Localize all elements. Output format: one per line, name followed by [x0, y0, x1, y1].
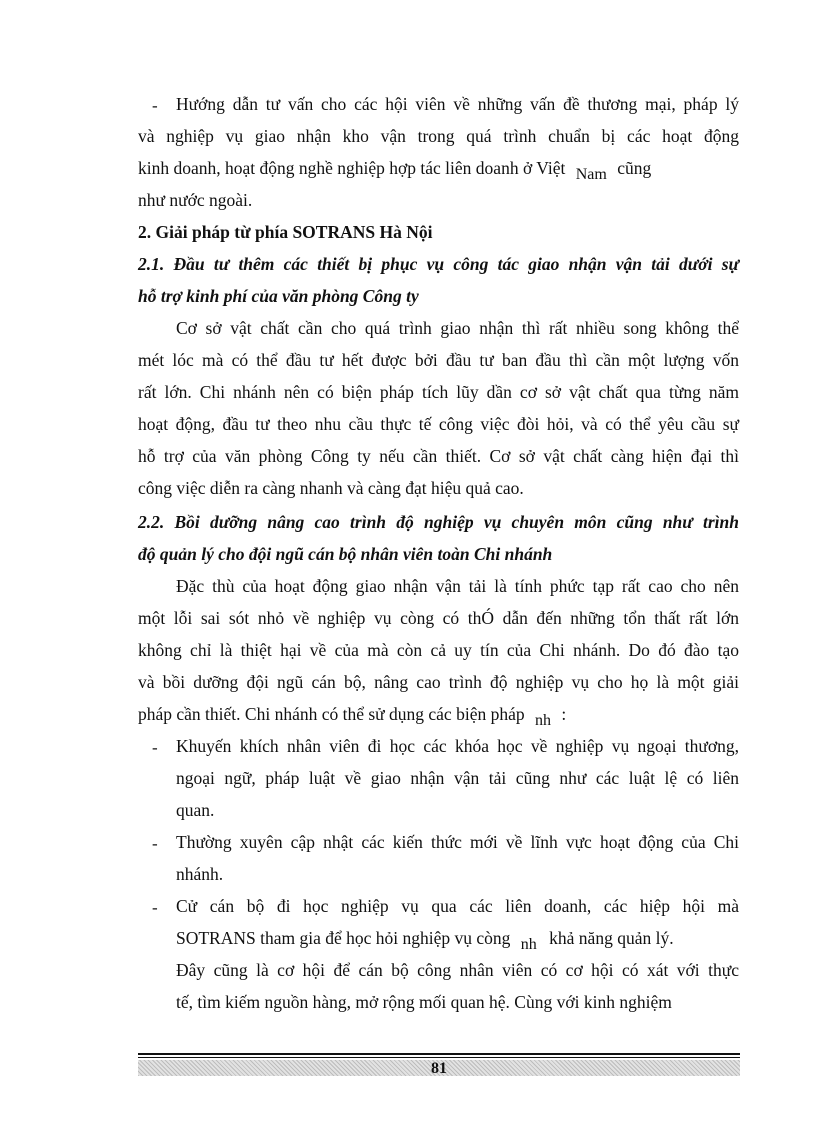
- bullet1-line2: ngoại ngữ, pháp luật về giao nhận vận tải cũng như các luật lệ có liên: [176, 768, 739, 788]
- para21-line4: hoạt động, đầu tư theo nhu cầu thực tế công việc đòi hỏi, và có thể yêu cầu sự: [138, 414, 739, 434]
- bullet3-line2-c: khả năng quản lý.: [549, 928, 674, 948]
- para22-line5: [138, 704, 567, 729]
- footer-rule-thin: [138, 1057, 740, 1058]
- para22-line5-b: nh: [534, 712, 551, 729]
- bullet3-line1: Cử cán bộ đi học nghiệp vụ qua các liên doanh, các hiệp hội mà: [176, 896, 739, 916]
- bullet2-line1: Thường xuyên cập nhật các kiến thức mới về lĩnh vực hoạt động của Chi: [176, 832, 739, 852]
- para1-line3-a: kinh doanh, hoạt động nghề nghiệp hợp tác liên doanh ở Việt: [138, 158, 566, 178]
- para21-line5: hỗ trợ của văn phòng Công ty nếu cần thiết. Cơ sở vật chất càng hiện đại thì: [138, 446, 739, 466]
- heading-2-2-line1: 2.2. Bồi dưỡng nâng cao trình độ nghiệp vụ chuyên môn cũng như trình: [138, 512, 739, 532]
- para1-line3: [138, 158, 739, 183]
- para21-line3: rất lớn. Chi nhánh nên có biện pháp tích lũy dần cơ sở vật chất qua từng năm: [138, 382, 739, 402]
- para22-line3: không chỉ là thiệt hại về của mà còn cả uy tín của Chi nhánh. Do đó đào tạo: [138, 640, 739, 660]
- para22-line5-c: :: [561, 704, 567, 724]
- bullet3-line2: [176, 928, 739, 953]
- heading-2: 2. Giải pháp từ phía SOTRANS Hà Nội: [138, 222, 433, 242]
- para22-line4: và bồi dưỡng đội ngũ cán bộ, nâng cao trình độ nghiệp vụ cho họ là một giải: [138, 672, 739, 692]
- bullet-marker: -: [152, 738, 158, 757]
- bullet-marker: -: [152, 834, 158, 853]
- para22-line2: một lỗi sai sót nhỏ về nghiệp vụ còng có thÓ dẫn đến những tổn thất rất lớn: [138, 608, 739, 628]
- bullet3-line2-b: nh: [520, 936, 537, 953]
- bullet3-line2-a: SOTRANS tham gia để học hỏi nghiệp vụ còng: [176, 928, 511, 948]
- para21-line1: Cơ sở vật chất cần cho quá trình giao nhận thì rất nhiều song không thể: [176, 318, 739, 338]
- para1-line3-b: Nam: [575, 166, 607, 183]
- heading-2-2-line2: độ quản lý cho đội ngũ cán bộ nhân viên toàn Chi nhánh: [138, 544, 553, 564]
- para1-line4: như nước ngoài.: [138, 190, 253, 210]
- para22-line5-a: pháp cần thiết. Chi nhánh có thể sử dụng các biện pháp: [138, 704, 525, 724]
- para22-line1: Đặc thù của hoạt động giao nhận vận tải là tính phức tạp rất cao cho nên: [176, 576, 739, 596]
- para1-line2: và nghiệp vụ giao nhận kho vận trong quá trình chuẩn bị các hoạt động: [138, 126, 739, 146]
- para1-line1: Hướng dẫn tư vấn cho các hội viên về những vấn đề thương mại, pháp lý: [176, 94, 739, 114]
- heading-2-1-line2: hỗ trợ kinh phí của văn phòng Công ty: [138, 286, 419, 306]
- footer-rule-thick: [138, 1053, 740, 1055]
- para1-line3-c: cũng: [617, 158, 652, 178]
- para21-line6: công việc diễn ra càng nhanh và càng đạt hiệu quả cao.: [138, 478, 524, 498]
- heading-2-1-line1: 2.1. Đầu tư thêm các thiết bị phục vụ công tác giao nhận vận tải dưới sự: [138, 254, 739, 274]
- bullet2-line2: nhánh.: [176, 864, 224, 884]
- bullet3-line3: Đây cũng là cơ hội để cán bộ công nhân viên có cơ hội có xát với thực: [176, 960, 739, 980]
- page-number: 81: [431, 1060, 447, 1077]
- para21-line2: mét lóc mà có thể đầu tư hết được bởi đầu tư ban đầu thì cần một lượng vốn: [138, 350, 739, 370]
- bullet1-line3: quan.: [176, 800, 215, 820]
- bullet-marker: -: [152, 898, 158, 917]
- bullet1-line1: Khuyến khích nhân viên đi học các khóa học về nghiệp vụ ngoại thương,: [176, 736, 739, 756]
- bullet-marker: -: [152, 96, 158, 115]
- bullet3-line4: tế, tìm kiếm nguồn hàng, mở rộng mối quan hệ. Cùng với kinh nghiệm: [176, 992, 672, 1012]
